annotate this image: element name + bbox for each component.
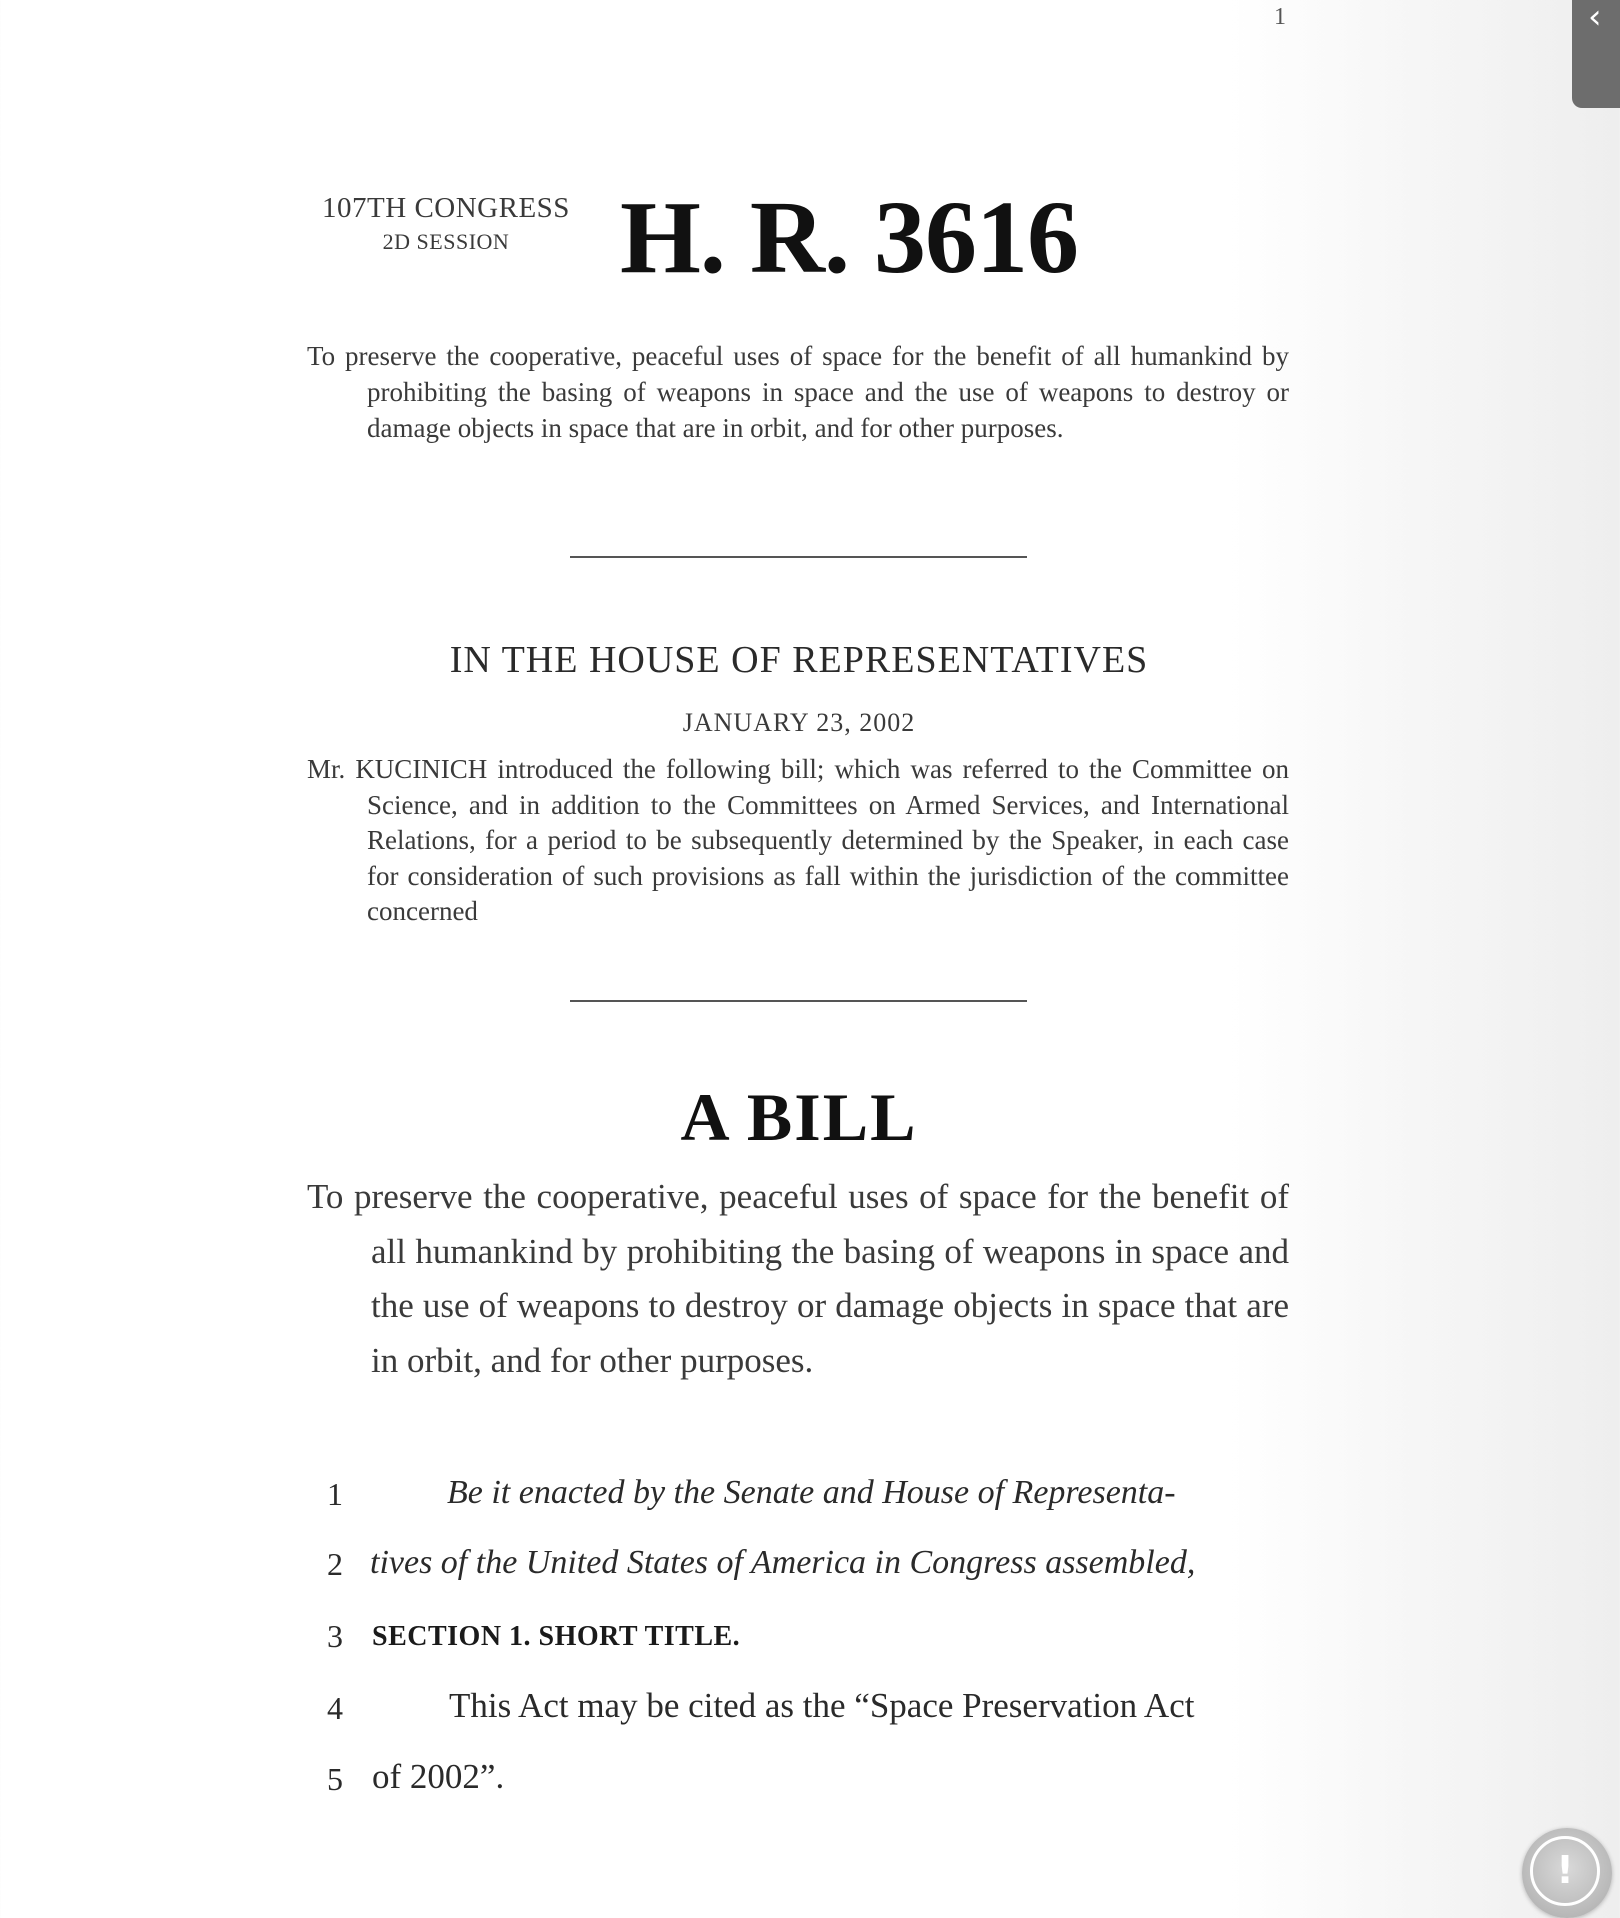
congress-session-block	[305, 192, 587, 258]
sponsor-prefix: Mr.	[307, 754, 346, 784]
alert-button[interactable]	[1522, 1828, 1612, 1918]
introduction-date: JANUARY 23, 2002	[682, 708, 916, 737]
session-label: 2D SESSION	[382, 229, 510, 254]
long-title: To preserve the cooperative, peaceful uses of space for the benefit of all humankind by prohibiting the basing of weapons in space and the use of weapons to destroy or damage objects in space that are in orbit, and for other purposes.	[307, 1177, 1289, 1380]
enacting-clause-line: Be it enacted by the Senate and House of Representa-	[447, 1474, 1176, 1511]
line-number: 1	[327, 1476, 343, 1512]
section-heading: SECTION 1. SHORT TITLE.	[372, 1621, 741, 1652]
side-panel-toggle-button[interactable]	[1572, 0, 1620, 108]
chevron-left-icon: ‹	[1588, 0, 1602, 37]
short-purpose: To preserve the cooperative, peaceful uses of space for the benefit of all humankind by prohibiting the basing of weapons in space and the use of weapons to destroy or damage objects in space that are in orbit, and for other purposes.	[307, 341, 1289, 443]
congress-label: 107TH CONGRESS	[322, 192, 570, 224]
divider-rule	[570, 556, 1027, 558]
line-number: 5	[327, 1761, 343, 1797]
line-number: 4	[327, 1690, 343, 1726]
line-number: 2	[327, 1546, 343, 1582]
house-heading: IN THE HOUSE OF REPRESENTATIVES	[449, 639, 1149, 681]
section-text-line: This Act may be cited as the “Space Preservation Act	[449, 1686, 1195, 1725]
line-number: 3	[327, 1618, 343, 1654]
introduction-paragraph	[307, 752, 1289, 930]
introduction-text: introduced the following bill; which was referred to the Committee on Science, and in addition to the Committees on Armed Services, and International Relations, for a period to be subsequently determined by the Speaker, in each case for consideration of such provisions as fall within the jurisdiction of the committee concerned	[367, 754, 1290, 926]
section-text-line: of 2002”.	[372, 1757, 505, 1796]
alert-icon: !	[1556, 1848, 1574, 1892]
bill-heading: A BILL	[680, 1079, 918, 1155]
bill-number: H. R. 3616	[620, 180, 1078, 295]
enacting-clause-line: tives of the United States of America in Congress assembled,	[370, 1544, 1196, 1581]
page-number: 1	[1274, 4, 1286, 30]
sponsor-name: KUCINICH	[355, 754, 488, 784]
divider-rule	[570, 1000, 1027, 1002]
